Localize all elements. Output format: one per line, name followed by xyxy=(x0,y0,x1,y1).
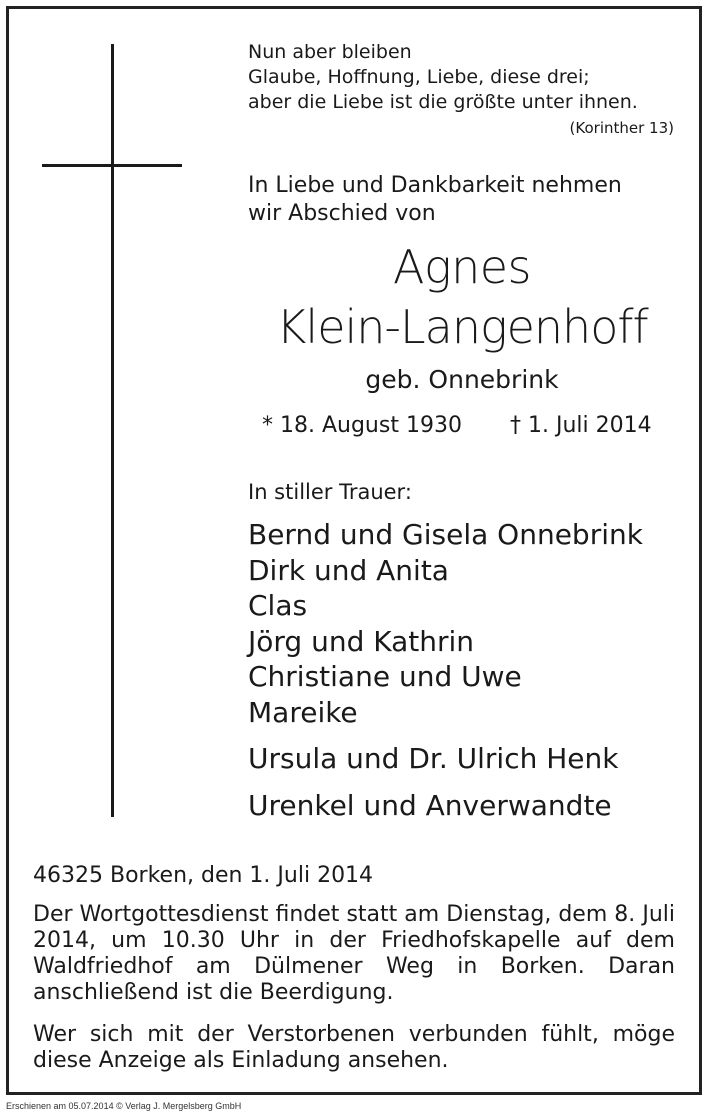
intro-line: wir Abschied von xyxy=(248,201,436,226)
family-member: Jörg und Kathrin xyxy=(248,624,475,658)
family-member: Clas xyxy=(248,589,308,622)
death-date: † 1. Juli 2014 xyxy=(510,413,652,438)
verse-line: Nun aber bleiben xyxy=(248,41,412,63)
invitation-paragraph: Wer sich mit der Verstorbenen verbunden fühlt, möge diese Anzeige als Einladung ansehen. xyxy=(33,1022,675,1073)
verse-line: aber die Liebe ist die größte unter ihnen. xyxy=(248,91,638,113)
relative-line: Urenkel und Anverwandte xyxy=(248,789,612,822)
verse-line: Glaube, Hoffnung, Liebe, diese drei; xyxy=(248,66,590,88)
relative-line: Ursula und Dr. Ulrich Henk xyxy=(248,742,619,775)
place-and-date: 46325 Borken, den 1. Juli 2014 xyxy=(33,863,374,888)
verse-source: (Korinther 13) xyxy=(569,119,674,137)
cross-horizontal-bar xyxy=(42,164,182,167)
family-member: Mareike xyxy=(248,695,358,729)
deceased-last-name: Klein-Langenhoff xyxy=(276,300,648,354)
family-member: Bernd und Gisela Onnebrink xyxy=(248,518,643,551)
publication-footer: Erschienen am 05.07.2014 © Verlag J. Mergelsberg GmbH xyxy=(6,1101,242,1111)
bible-verse xyxy=(248,40,638,115)
family-member: Dirk und Anita xyxy=(248,553,449,587)
deceased-birth-name: geb. Onnebrink xyxy=(365,365,559,394)
service-paragraph: Der Wortgottesdienst findet statt am Dienstag, dem 8. Juli 2014, um 10.30 Uhr in der Friedhofskapelle auf dem Waldfriedhof am Dülmener Weg in Borken. Daran anschließend ist die Beerdigung. xyxy=(33,902,675,1005)
intro-line: In Liebe und Dankbarkeit nehmen xyxy=(248,173,622,198)
intro-text xyxy=(248,172,676,228)
deceased-first-name: Agnes xyxy=(393,240,531,294)
family-list xyxy=(248,517,643,730)
family-member: Christiane und Uwe xyxy=(248,660,522,693)
mourners-label: In stiller Trauer: xyxy=(248,480,412,504)
cross-vertical-bar xyxy=(111,44,114,817)
birth-date: * 18. August 1930 xyxy=(262,413,462,438)
